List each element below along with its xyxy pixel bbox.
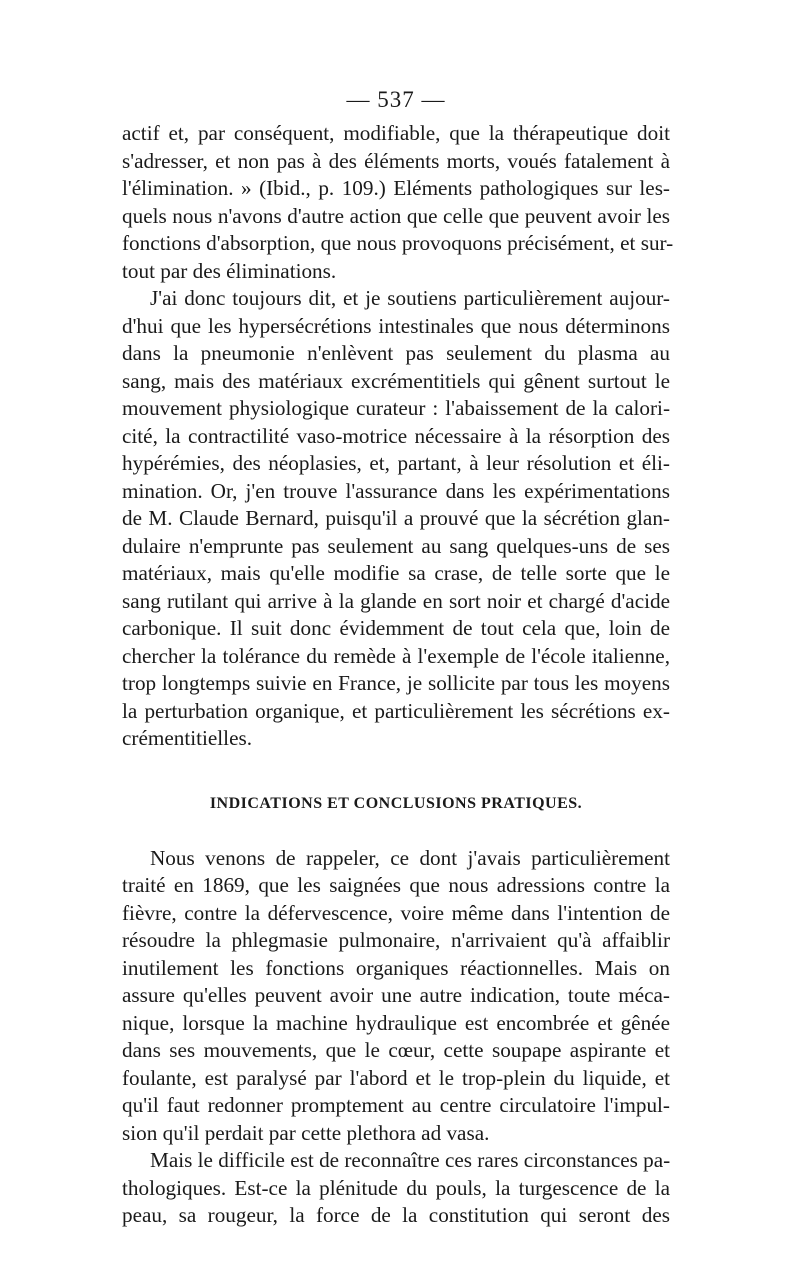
text-line: sang, mais des matériaux excrémentitiels qui gênent surtout le — [122, 368, 670, 393]
page-number: — 537 — — [346, 87, 446, 112]
text-line: fièvre, contre la défervescence, voire même dans l'intention de — [122, 900, 670, 925]
text-line: cité, la contractilité vaso-motrice nécessaire à la résorption des — [122, 423, 670, 448]
text-line: carbonique. Il suit donc évidemment de tout cela que, loin de — [122, 616, 670, 640]
paragraph-3 — [122, 845, 670, 1148]
text-line: traité en 1869, que les saignées que nous adressions contre la — [122, 873, 670, 897]
section-heading: INDICATIONS ET CONCLUSIONS PRATIQUES. — [209, 794, 583, 812]
paragraph-4 — [122, 1147, 670, 1230]
text-line: inutilement les fonctions organiques réactionnelles. Mais on — [122, 955, 670, 980]
text-line: nique, lorsque la machine hydraulique est encombrée et gênée — [122, 1010, 670, 1035]
text-line: Mais le difficile est de reconnaître ces rares circonstances pa- — [150, 1148, 671, 1172]
text-line: hypérémies, des néoplasies, et, partant, à leur résolution et éli- — [122, 451, 670, 475]
text-line: mouvement physiologique curateur : l'abaissement de la calori- — [122, 396, 670, 420]
text-line: matériaux, mais qu'elle modifie sa crase, de telle sorte que le — [122, 561, 670, 585]
text-line: tout par des éliminations. — [122, 258, 337, 283]
text-line: fonctions d'absorption, que nous provoquons précisément, et sur- — [122, 231, 674, 255]
text-line: d'hui que les hypersécrétions intestinales que nous déterminons — [122, 313, 670, 338]
text-line: qu'il faut redonner promptement au centre circulatoire l'impul- — [122, 1093, 670, 1117]
text-line: J'ai donc toujours dit, et je soutiens particulièrement aujour- — [150, 286, 670, 310]
text-line: dans la pneumonie n'enlèvent pas seulement du plasma au — [122, 341, 670, 365]
paragraph-2 — [122, 285, 670, 753]
text-line: peau, sa rougeur, la force de la constitution qui seront des — [122, 1203, 670, 1227]
text-line: thologiques. Est-ce la plénitude du pouls, la turgescence de la — [122, 1175, 670, 1200]
text-line: résoudre la phlegmasie pulmonaire, n'arrivaient qu'à affaiblir — [122, 928, 670, 952]
text-line: sion qu'il perdait par cette plethora ad vasa. — [122, 1120, 490, 1145]
text-line: chercher la tolérance du remède à l'exemple de l'école italienne, — [122, 643, 670, 668]
text-line: actif et, par conséquent, modifiable, que la thérapeutique doit — [122, 121, 670, 145]
text-line: crémentitielles. — [122, 726, 253, 750]
text-line: quels nous n'avons d'autre action que celle que peuvent avoir les — [122, 203, 670, 228]
text-line: Nous venons de rappeler, ce dont j'avais particulièrement — [150, 845, 670, 870]
text-line: foulante, est paralysé par l'abord et le trop-plein du liquide, et — [122, 1065, 670, 1090]
text-line: la perturbation organique, et particulièrement les sécrétions ex- — [122, 698, 670, 723]
text-line: de M. Claude Bernard, puisqu'il a prouvé que la sécrétion glan- — [122, 506, 670, 530]
text-line: sang rutilant qui arrive à la glande en sort noir et chargé d'acide — [122, 588, 670, 613]
text-line: trop longtemps suivie en France, je sollicite par tous les moyens — [122, 671, 670, 695]
text-line: l'élimination. » (Ibid., p. 109.) Eléments pathologiques sur les- — [122, 176, 670, 200]
text-line: dans ses mouvements, que le cœur, cette soupape aspirante et — [122, 1038, 670, 1062]
book-page — [122, 86, 674, 1230]
text-line: assure qu'elles peuvent avoir une autre indication, toute méca- — [122, 983, 670, 1007]
text-line: dulaire n'emprunte pas seulement au sang quelques-uns de ses — [122, 533, 670, 558]
text-line: mination. Or, j'en trouve l'assurance dans les expérimentations — [122, 478, 670, 503]
paragraph-1 — [122, 120, 674, 285]
text-line: s'adresser, et non pas à des éléments morts, voués fatalement à — [122, 148, 670, 173]
